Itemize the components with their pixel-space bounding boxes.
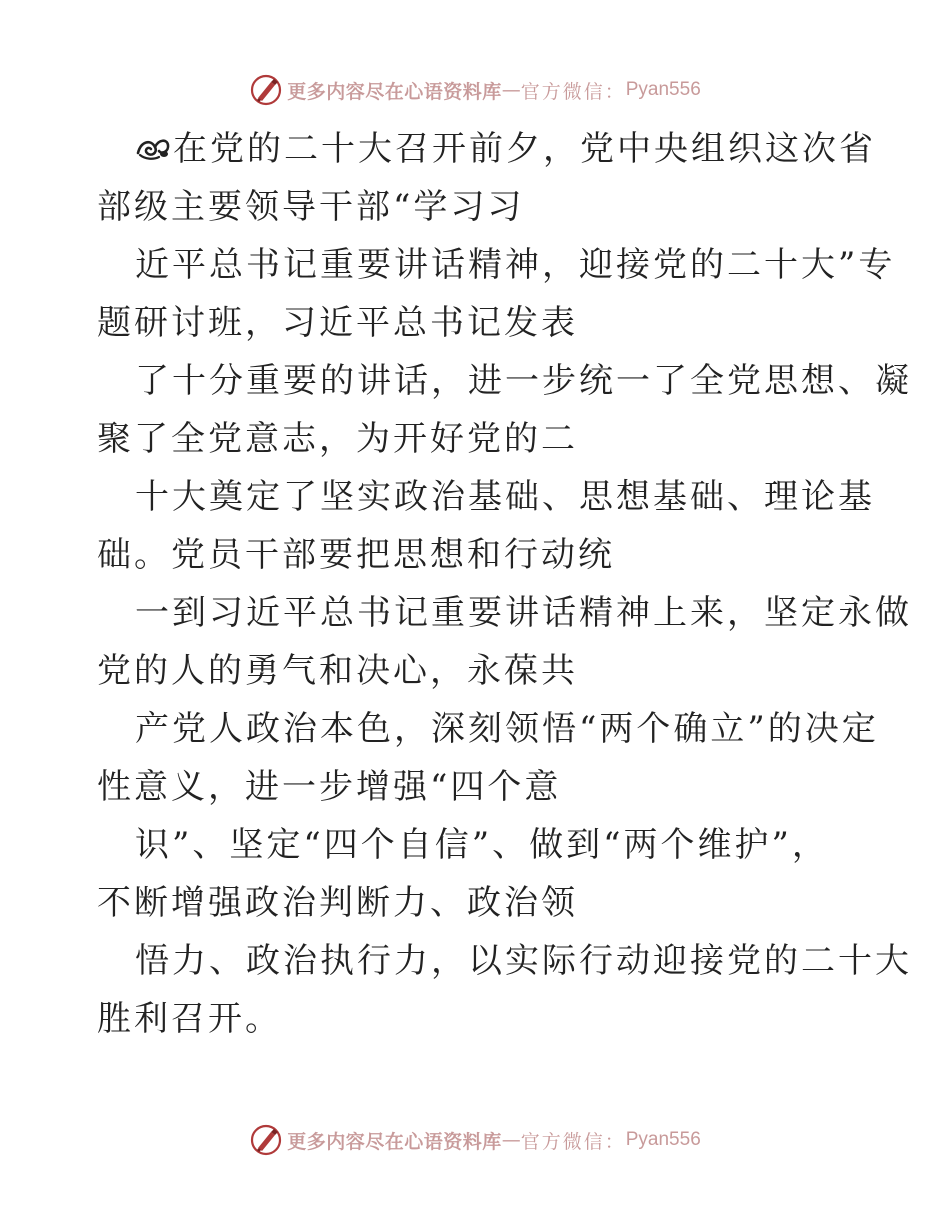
banner-wechat-id: Pyan556 (625, 1129, 701, 1150)
paragraph-line: 党的人的勇气和决心，永葆共 (97, 651, 578, 691)
paragraph-line: 识”、坚定“四个自信”、做到“两个维护”， (135, 825, 829, 865)
paragraph-line: 础。党员干部要把思想和行动统 (97, 535, 615, 575)
paragraph-line: 胜利召开。 (97, 999, 282, 1039)
pen-seal-logo-icon (249, 73, 283, 107)
paragraph-line: 近平总书记重要讲话精神，迎接党的二十大”专 (135, 245, 896, 285)
paragraph-text: 在党的二十大召开前夕，党中央组织这次省 (173, 129, 876, 169)
paragraph-line: 部级主要领导干部“学习习 (97, 187, 525, 227)
paragraph-line: 悟力、政治执行力，以实际行动迎接党的二十大 (135, 941, 912, 981)
paragraph-line: 聚了全党意志，为开好党的二 (97, 419, 578, 459)
paragraph-line: 一到习近平总书记重要讲话精神上来，坚定永做 (135, 593, 912, 633)
paragraph-line: 性意义，进一步增强“四个意 (97, 767, 562, 807)
banner-text: 更多内容尽在心语资料库 (287, 80, 502, 103)
paragraph-line: 了十分重要的讲话，进一步统一了全党思想、凝 (135, 361, 912, 401)
footer-banner (0, 1120, 950, 1160)
paragraph-line: 产党人政治本色，深刻领悟“两个确立”的决定 (135, 709, 879, 749)
banner-wechat-label: 官方微信： (520, 80, 626, 103)
paragraph-line: 十大奠定了坚实政治基础、思想基础、理论基 (135, 477, 875, 517)
pen-seal-logo-icon (249, 1123, 283, 1157)
banner-text: 更多内容尽在心语资料库 (287, 1130, 502, 1153)
paragraph-line: 不断增强政治判断力、政治领 (97, 883, 578, 923)
banner-wechat-label: 官方微信： (520, 1130, 626, 1153)
header-banner (0, 70, 950, 110)
paragraph-line: 题研讨班，习近平总书记发表 (97, 303, 578, 343)
banner-dash: — (501, 1129, 521, 1151)
document-body (97, 120, 912, 1048)
floral-flourish-icon (135, 133, 171, 163)
banner-dash: — (501, 79, 521, 101)
banner-wechat-id: Pyan556 (625, 79, 701, 100)
paragraph-line (97, 120, 877, 178)
